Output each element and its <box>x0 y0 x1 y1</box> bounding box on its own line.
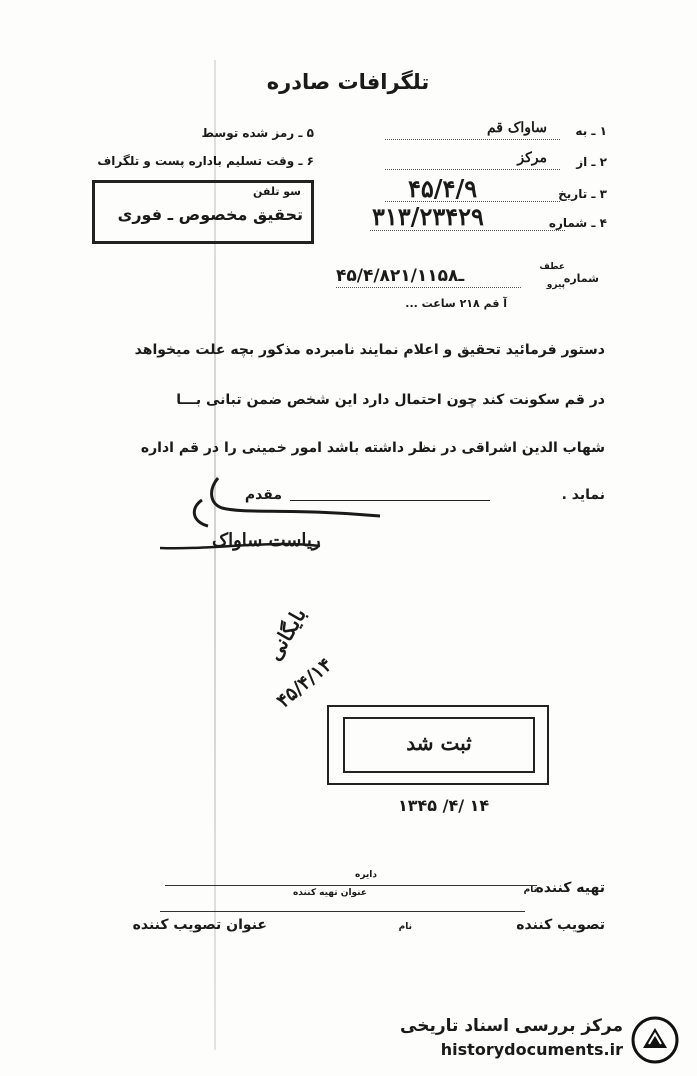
registered-stamp <box>327 705 549 785</box>
footer-department: دایره <box>355 870 377 880</box>
watermark-url: historydocuments.ir <box>440 1040 623 1059</box>
muqaddam-label: مقدم <box>244 487 282 503</box>
stamp-phone-text: سو تلفن <box>253 185 301 198</box>
date-label: ۳ ـ تاریخ <box>558 187 607 201</box>
body-line-3: شهاب الدین اشراقی در نظر داشته باشد امور خمینی را در قم اداره <box>140 440 605 456</box>
registered-stamp-text: ثبت شد <box>406 731 472 755</box>
footer-prepared-by: تهیه کننده <box>535 880 605 896</box>
reference-atf: عطف <box>539 262 565 272</box>
margin-note-text: بایگانی <box>261 603 311 665</box>
document-title: تلگرافات صادره <box>266 70 430 94</box>
date-stamp: ۱۳۴۵ /۴/ ۱۴ <box>398 796 490 815</box>
book-logo-icon <box>629 1014 681 1066</box>
number-field-line <box>370 230 565 231</box>
footer-approver: تصویب کننده <box>516 917 605 933</box>
number-label: ۴ ـ شماره <box>548 216 607 230</box>
signature-text: ریاست ساواک <box>212 530 321 551</box>
reference-payro: پیرو <box>546 280 565 290</box>
footer-name-1: نام <box>523 885 537 895</box>
date-value: ۴۵/۴/۹ <box>408 174 478 203</box>
footer-approver-title: عنوان تصویب کننده <box>132 917 267 933</box>
delivery-label: ۶ ـ وقت تسلیم باداره پست و تلگراف <box>97 154 314 168</box>
reference-label: شماره <box>563 272 599 285</box>
registered-stamp-inner <box>343 717 535 773</box>
footer-title-1: عنوان تهیه کننده <box>292 888 367 898</box>
body-line-1: دستور فرمائید تحقیق و اعلام نمایند نامبرده مذکور بچه علت میخواهد <box>134 342 605 358</box>
stamp-main-text: تحقیق مخصوص ـ فوری <box>117 205 303 224</box>
number-value: ۳۱۳/۲۳۴۲۹ <box>372 202 484 231</box>
footer-line-1 <box>165 885 537 886</box>
reference-number: ۴۵/۴/۸ـ۲۱/۱۱۵۸ <box>336 266 465 286</box>
footer-name-2: نام <box>398 922 412 932</box>
to-label: ۱ ـ به <box>575 124 607 138</box>
signature-scrawl <box>150 470 440 570</box>
body-line-2: در قم سکونت کند چون احتمال دارد این شخص ضمن تبانی بـــا <box>176 392 605 408</box>
watermark-logo <box>393 1012 683 1068</box>
from-field-line <box>385 169 560 170</box>
watermark-title: مرکز بررسی اسناد تاریخی <box>400 1016 623 1036</box>
footer-line-2 <box>160 911 525 912</box>
to-field-line <box>385 139 560 140</box>
classification-stamp <box>92 180 314 244</box>
reference-subref: آ قم ۲۱۸ ساعت ... <box>405 297 507 310</box>
body-line-4: نماید . <box>561 487 605 503</box>
from-value: مرکز <box>517 150 547 166</box>
reference-field-line <box>336 287 521 288</box>
margin-note-date: ۴۵/۴/۱۴ <box>272 653 337 713</box>
cipher-label: ۵ ـ رمز شده توسط <box>201 126 314 140</box>
from-label: ۲ ـ از <box>576 155 607 169</box>
to-value: ساواک قم <box>486 120 547 136</box>
